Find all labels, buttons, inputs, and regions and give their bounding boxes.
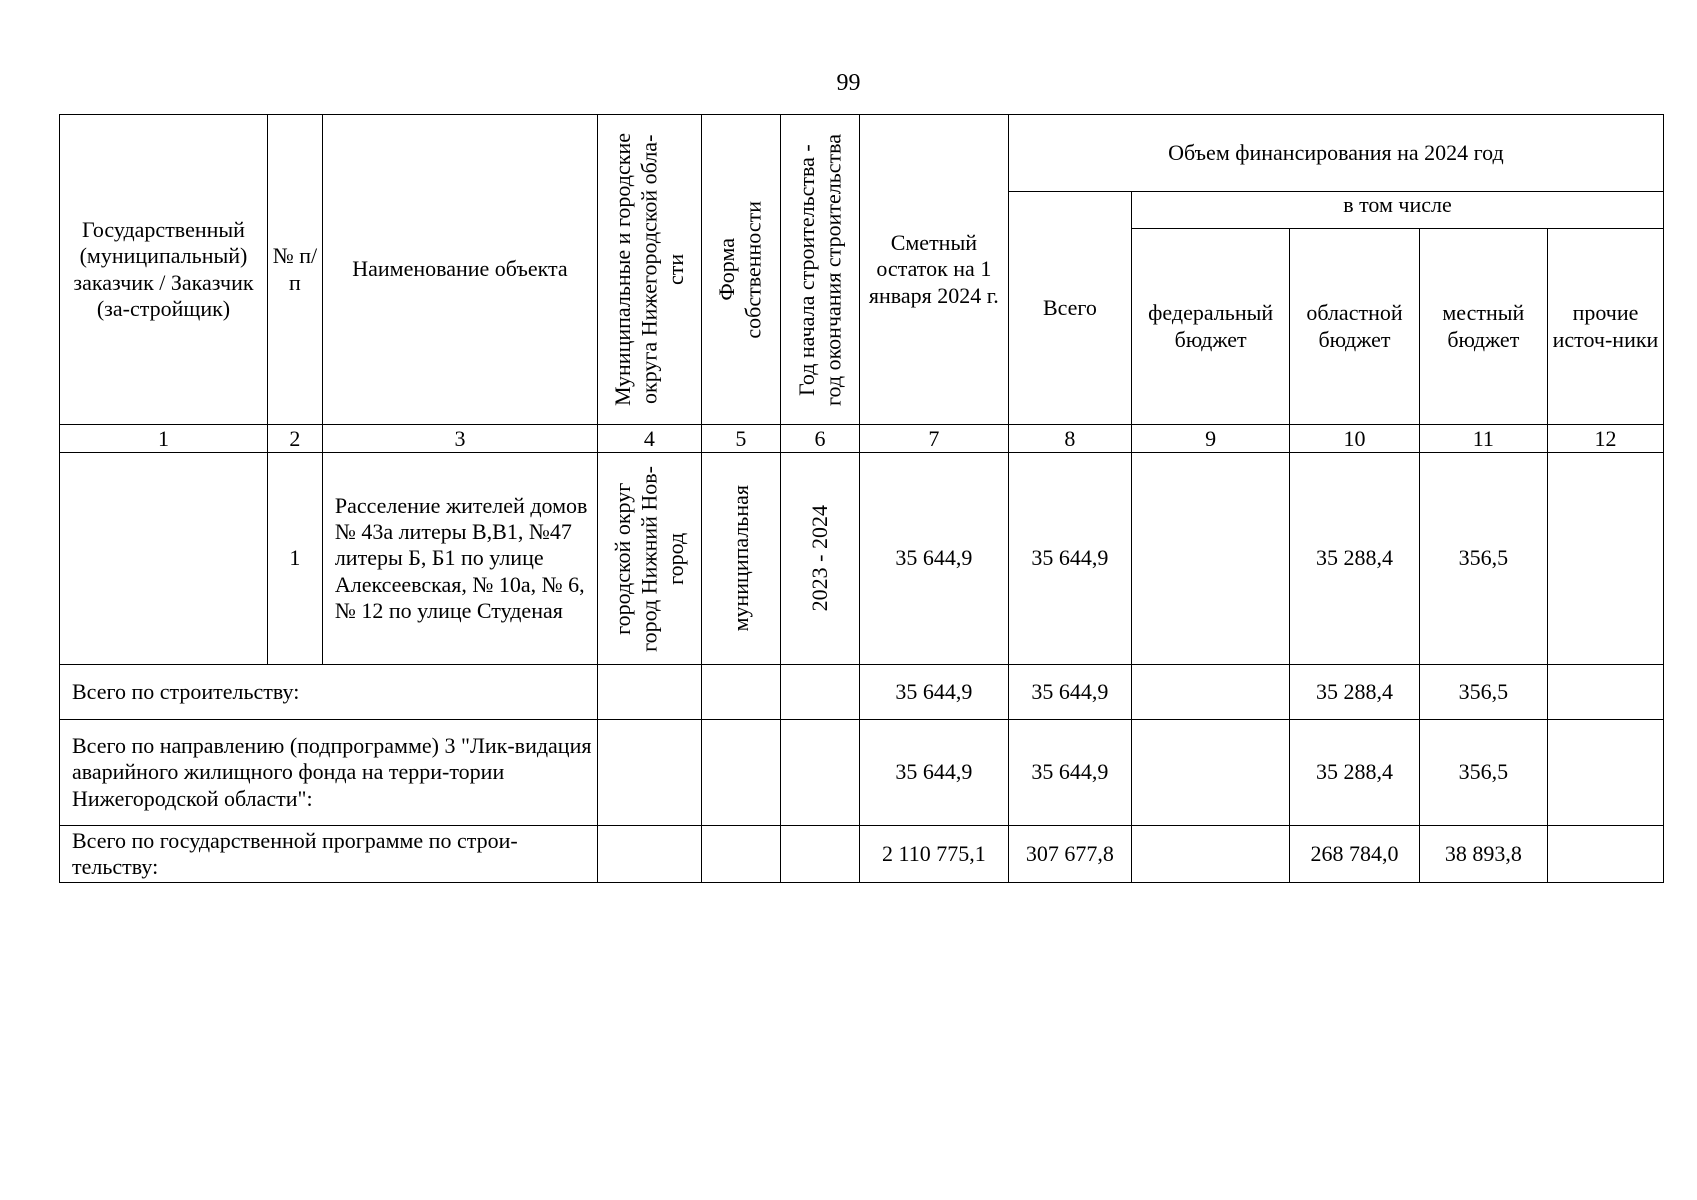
header-including: в том числе	[1132, 192, 1664, 229]
row-estimate: 35 644,9	[859, 453, 1008, 665]
page-number: 99	[836, 70, 861, 96]
column-number: 3	[322, 425, 597, 453]
total-empty	[781, 720, 860, 826]
header-years	[781, 115, 860, 425]
total-other	[1547, 720, 1663, 826]
header-other: прочие источ-ники	[1547, 229, 1663, 425]
column-number: 12	[1547, 425, 1663, 453]
row-municipal-text: городской округ город Нижний Нов- город	[609, 465, 688, 652]
total-empty	[598, 826, 701, 883]
total-other	[1547, 665, 1663, 720]
column-number: 10	[1290, 425, 1419, 453]
total-total: 35 644,9	[1008, 720, 1131, 826]
header-customer: Государственный (муниципальный) заказчик / Заказчик (за-стройщик)	[60, 115, 268, 425]
total-federal	[1132, 826, 1290, 883]
total-empty	[701, 720, 781, 826]
total-federal	[1132, 720, 1290, 826]
column-number: 6	[781, 425, 860, 453]
header-ownership-text: Форма собственности	[714, 200, 766, 339]
table-row	[60, 453, 1664, 665]
total-local: 356,5	[1419, 665, 1547, 720]
column-number: 1	[60, 425, 268, 453]
header-estimate: Сметный остаток на 1 января 2024 г.	[859, 115, 1008, 425]
header-row-1	[60, 115, 1664, 192]
total-label: Всего по государственной программе по строи-тельству:	[60, 826, 598, 883]
header-municipal-text: Муниципальные и городские округа Нижегородской обла- сти	[609, 133, 688, 406]
row-years-text: 2023 - 2024	[806, 505, 832, 612]
row-total: 35 644,9	[1008, 453, 1131, 665]
header-ownership	[701, 115, 781, 425]
header-local: местный бюджет	[1419, 229, 1547, 425]
total-empty	[701, 826, 781, 883]
total-label: Всего по строительству:	[60, 665, 598, 720]
row-other	[1547, 453, 1663, 665]
column-number: 5	[701, 425, 781, 453]
total-local: 38 893,8	[1419, 826, 1547, 883]
total-regional: 35 288,4	[1290, 665, 1419, 720]
header-years-text: Год начала строительства - год окончания строительства	[793, 133, 846, 406]
row-no: 1	[267, 453, 322, 665]
row-local: 356,5	[1419, 453, 1547, 665]
row-ownership	[701, 453, 781, 665]
header-funding: Объем финансирования на 2024 год	[1008, 115, 1663, 192]
header-no: № п/п	[267, 115, 322, 425]
header-object-name: Наименование объекта	[322, 115, 597, 425]
total-empty	[781, 665, 860, 720]
row-customer	[60, 453, 268, 665]
total-row	[60, 720, 1664, 826]
total-row	[60, 826, 1664, 883]
total-estimate: 2 110 775,1	[859, 826, 1008, 883]
total-empty	[598, 720, 701, 826]
column-number: 9	[1132, 425, 1290, 453]
row-years	[781, 453, 860, 665]
column-number: 2	[267, 425, 322, 453]
row-federal	[1132, 453, 1290, 665]
column-numbers-row	[60, 425, 1664, 453]
total-row	[60, 665, 1664, 720]
total-total: 35 644,9	[1008, 665, 1131, 720]
total-local: 356,5	[1419, 720, 1547, 826]
column-number: 7	[859, 425, 1008, 453]
header-municipal	[598, 115, 701, 425]
column-number: 11	[1419, 425, 1547, 453]
total-label: Всего по направлению (подпрограмме) 3 "Лик-видация аварийного жилищного фонда на терри-тории Нижегородской области":	[60, 720, 598, 826]
total-other	[1547, 826, 1663, 883]
total-empty	[701, 665, 781, 720]
total-regional: 35 288,4	[1290, 720, 1419, 826]
total-federal	[1132, 665, 1290, 720]
row-ownership-text: муниципальная	[727, 485, 753, 632]
total-regional: 268 784,0	[1290, 826, 1419, 883]
total-empty	[598, 665, 701, 720]
header-federal: федеральный бюджет	[1132, 229, 1290, 425]
total-total: 307 677,8	[1008, 826, 1131, 883]
total-estimate: 35 644,9	[859, 665, 1008, 720]
row-object-name: Расселение жителей домов № 43а литеры В,В1, №47 литеры Б, Б1 по улице Алексеевская, № 10а, № 6, № 12 по улице Студеная	[322, 453, 597, 665]
column-number: 8	[1008, 425, 1131, 453]
total-empty	[781, 826, 860, 883]
financing-table	[59, 114, 1664, 883]
row-regional: 35 288,4	[1290, 453, 1419, 665]
header-total: Всего	[1008, 192, 1131, 425]
column-number: 4	[598, 425, 701, 453]
row-municipal	[598, 453, 701, 665]
total-estimate: 35 644,9	[859, 720, 1008, 826]
header-regional: областной бюджет	[1290, 229, 1419, 425]
